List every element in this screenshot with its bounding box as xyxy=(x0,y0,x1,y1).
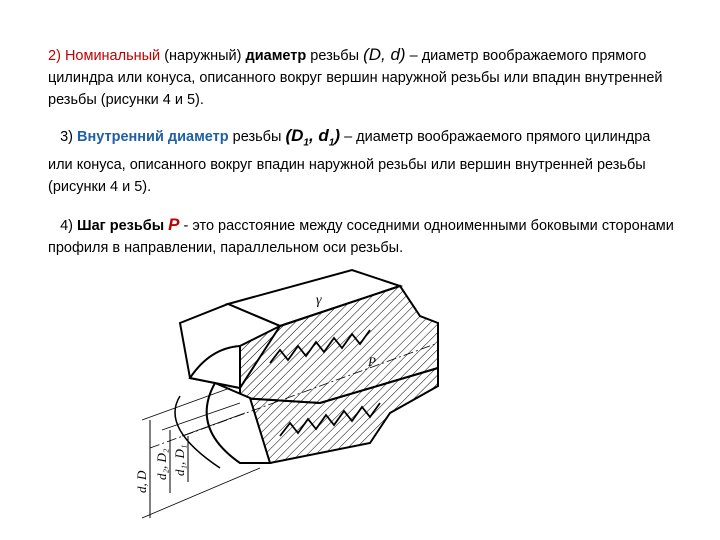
definition-text: - это расстояние между соседними одноименными боковыми сторонами профиля в направлении, параллельном оси резьбы. xyxy=(48,218,674,256)
term-outer: (наружный) xyxy=(164,48,242,64)
thread-diagram xyxy=(120,268,450,530)
term-inner-diameter: Внутренний диаметр xyxy=(77,129,229,145)
label-d-D: d, D xyxy=(134,470,149,493)
text-thread: резьбы xyxy=(232,129,282,145)
paragraph-pitch xyxy=(48,214,678,259)
item-number: 3) xyxy=(60,129,73,145)
item-number: 2) xyxy=(48,48,61,64)
label-pitch: P xyxy=(368,354,376,369)
label-d2-D2: d₂, D₂ xyxy=(154,448,169,480)
symbol-d: (D, d) xyxy=(363,45,406,64)
term-nominal: Номинальный xyxy=(64,48,161,64)
definition-text: – диаметр воображаемого прямого цилиндра или конуса, описанного вокруг впадин наружной резьбы или вершин внутренней резьбы (рисунки 4 и 5). xyxy=(48,129,651,196)
symbol-d1: ($D_1$, $d_1$) xyxy=(285,126,341,149)
item-number: 4) xyxy=(60,218,73,234)
definition-text: – диаметр воображаемого прямого цилиндра или конуса, описанного вокруг вершин наружной резьбы или впадин внутренней резьбы (рисунки 4 и 5). xyxy=(48,48,663,108)
term-diameter: диаметр xyxy=(245,48,307,64)
paragraph-inner-diameter xyxy=(48,125,678,198)
label-angle: γ xyxy=(316,293,322,308)
paragraph-nominal-diameter xyxy=(48,44,678,111)
label-d1-D1: d₁, D₁ xyxy=(172,444,187,476)
text-thread: резьбы xyxy=(310,48,360,64)
term-pitch: Шаг резьбы xyxy=(77,218,165,234)
symbol-p: P xyxy=(168,215,180,234)
